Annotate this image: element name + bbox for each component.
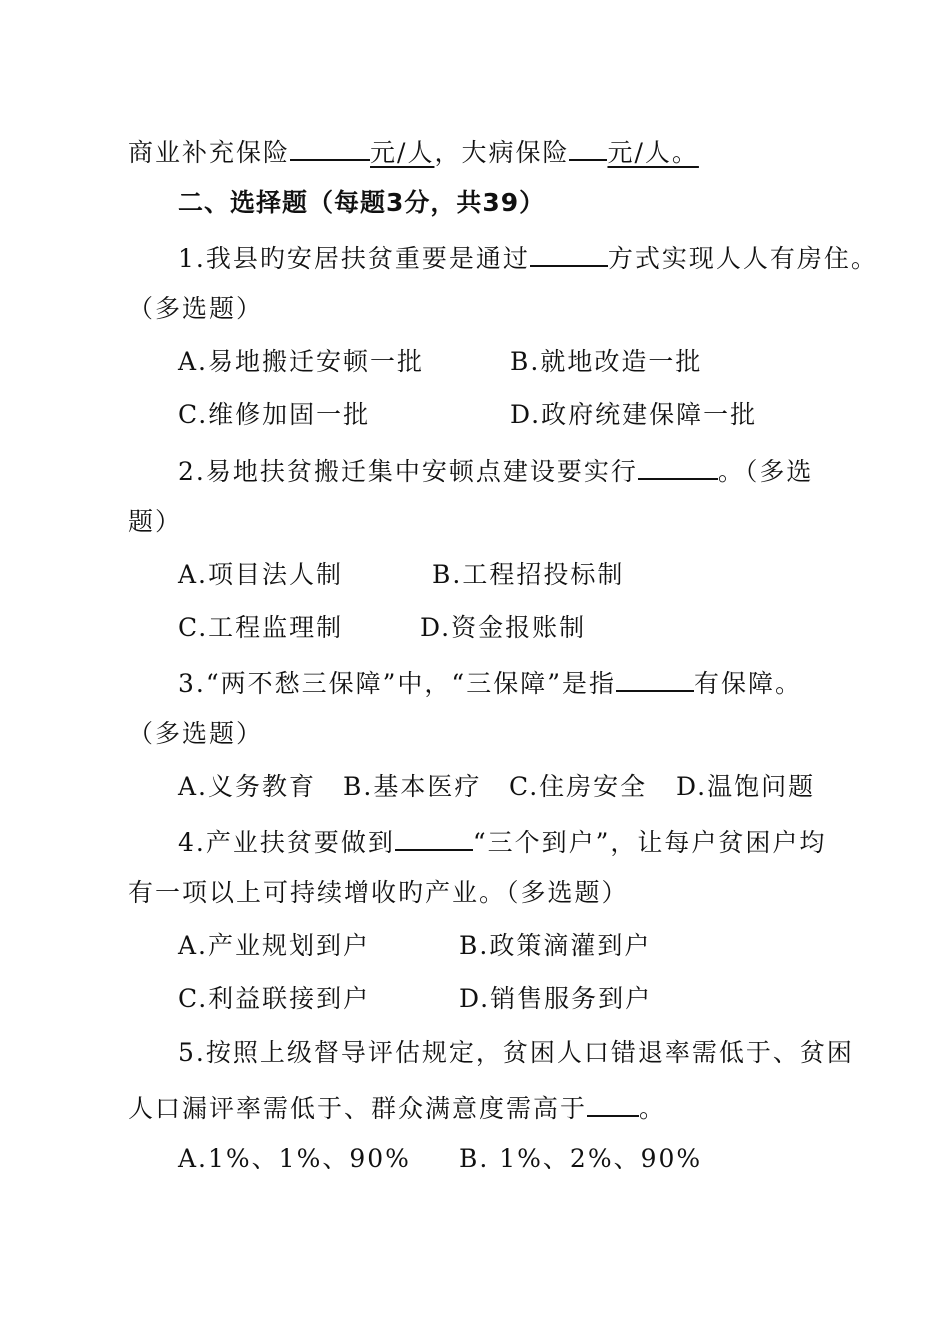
- intro-unit-text: 元/人: [370, 138, 435, 167]
- option-4c: C.利益联接到户: [178, 984, 371, 1013]
- question-5-line-2: [128, 1089, 666, 1126]
- question-1-text: 1.我县旳安居扶贫重要是通过: [178, 244, 530, 273]
- question-1-options-row-1: [178, 345, 878, 379]
- question-2: [178, 452, 813, 489]
- option-3a: A.义务教育: [178, 772, 317, 801]
- question-4-text-end: “三个到户”，让每户贫困户均: [472, 828, 827, 857]
- blank-commercial-insurance: [290, 133, 370, 161]
- option-2c: C.工程监理制: [178, 613, 344, 642]
- option-1c: C.维修加固一批: [178, 400, 371, 429]
- question-4-text: 4.产业扶贫要做到: [178, 828, 395, 857]
- question-1: [178, 239, 878, 276]
- question-4-line-2: 有一项以上可持续增收旳产业。（多选题）: [128, 878, 629, 907]
- intro-line: [128, 133, 699, 170]
- question-3-blank: [616, 664, 694, 692]
- question-5: 5.按照上级督导评估规定，贫困人口错退率需低于、贫困: [178, 1038, 854, 1067]
- question-3-options-row: [178, 770, 878, 804]
- question-2-options-row-2: [178, 611, 878, 645]
- option-2a: A.项目法人制: [178, 560, 344, 589]
- question-2-options-row-1: [178, 558, 878, 592]
- option-1b: B.就地改造一批: [510, 347, 703, 376]
- question-1-options-row-2: [178, 398, 878, 432]
- question-5-options-row: [178, 1142, 878, 1176]
- question-2-blank: [638, 452, 718, 480]
- option-4b: B.政策滴灌到户: [459, 931, 652, 960]
- question-3-text-end: 有保障。: [693, 669, 802, 698]
- question-1-type: （多选题）: [128, 294, 264, 323]
- option-3c: C.住房安全: [509, 772, 648, 801]
- option-1d: D.政府统建保障一批: [510, 400, 758, 429]
- question-4: [178, 823, 826, 860]
- question-5-blank: [587, 1089, 639, 1117]
- question-4-blank: [395, 823, 473, 851]
- question-1-text-end: 方式实现人人有房住。: [607, 244, 878, 273]
- question-3-text: 3.“两不愁三保障”中，“三保障”是指: [178, 669, 616, 698]
- question-2-text: 2.易地扶贫搬迁集中安顿点建设要实行: [178, 457, 638, 486]
- section-title: 二、选择题（每题3分，共39）: [178, 188, 546, 217]
- blank-serious-illness: [569, 133, 607, 161]
- question-5-text-end: 。: [639, 1094, 667, 1123]
- option-2b: B.工程招投标制: [432, 560, 625, 589]
- option-3b: B.基本医疗: [343, 772, 482, 801]
- intro-commercial-insurance-text: 商业补充保险: [128, 138, 291, 167]
- option-4a: A.产业规划到户: [178, 931, 371, 960]
- intro-serious-illness-text: ，大病保险: [434, 138, 570, 167]
- option-2d: D.资金报账制: [420, 613, 587, 642]
- option-4d: D.销售服务到户: [459, 984, 653, 1013]
- option-5a: A.1%、1%、90%: [178, 1144, 411, 1173]
- question-1-blank: [530, 239, 608, 267]
- question-2-type: 题）: [128, 507, 183, 536]
- option-1a: A.易地搬迁安顿一批: [178, 347, 425, 376]
- intro-unit-text-2: 元/人。: [607, 138, 699, 167]
- question-2-text-end: 。（多选: [717, 457, 814, 486]
- question-3-type: （多选题）: [128, 719, 264, 748]
- option-5b: B. 1%、2%、90%: [459, 1144, 703, 1173]
- question-3: [178, 664, 802, 701]
- question-4-options-row-2: [178, 982, 878, 1016]
- question-5-text: 人口漏评率需低于、群众满意度需高于: [128, 1094, 588, 1123]
- question-4-options-row-1: [178, 929, 878, 963]
- option-3d: D.温饱问题: [676, 772, 816, 801]
